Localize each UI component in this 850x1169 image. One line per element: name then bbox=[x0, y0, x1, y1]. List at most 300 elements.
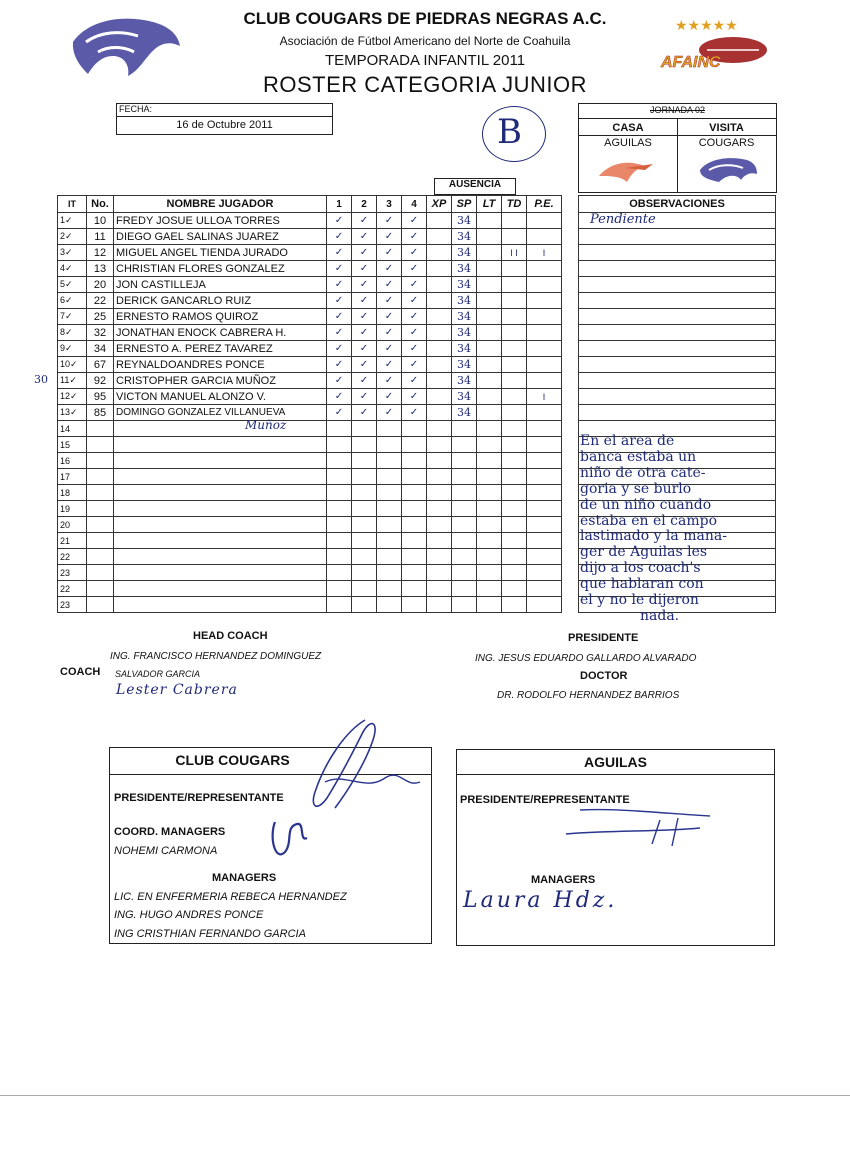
row-pe: I bbox=[527, 245, 562, 261]
obs-note-line: goria y se burlo bbox=[580, 480, 692, 497]
row-pe bbox=[527, 277, 562, 293]
row-td bbox=[502, 213, 527, 229]
row-quarter-4 bbox=[402, 565, 427, 581]
row-quarter-2 bbox=[352, 533, 377, 549]
obs-note-line: banca estaba un bbox=[580, 448, 697, 465]
row-sp: 34 bbox=[452, 213, 477, 229]
table-row bbox=[58, 517, 562, 533]
obs-note-line: que hablaran con bbox=[580, 576, 704, 593]
obs-row bbox=[579, 325, 776, 341]
row-pe bbox=[527, 261, 562, 277]
jornada-box bbox=[578, 103, 777, 193]
row-xp bbox=[427, 549, 452, 565]
row-td bbox=[502, 261, 527, 277]
row-quarter-3 bbox=[377, 469, 402, 485]
row-quarter-2 bbox=[352, 453, 377, 469]
aguilas-signature-icon bbox=[560, 800, 720, 850]
table-row bbox=[58, 213, 562, 229]
row-player-name: ERNESTO A. PEREZ TAVAREZ bbox=[114, 341, 327, 357]
row-quarter-1 bbox=[327, 549, 352, 565]
row-number: 95 bbox=[87, 389, 114, 405]
row-sp: 34 bbox=[452, 229, 477, 245]
obs-row bbox=[579, 277, 776, 293]
row-td bbox=[502, 517, 527, 533]
row-number: 11 bbox=[87, 229, 114, 245]
roster-header-row bbox=[58, 196, 562, 213]
row-sp: 34 bbox=[452, 245, 477, 261]
row-td bbox=[502, 501, 527, 517]
group-mark-circle bbox=[482, 106, 546, 162]
row-quarter-3 bbox=[377, 453, 402, 469]
aguilas-logo-icon bbox=[595, 154, 659, 186]
row-pe bbox=[527, 597, 562, 613]
obs-row bbox=[579, 245, 776, 261]
row-td bbox=[502, 229, 527, 245]
row-quarter-2 bbox=[352, 517, 377, 533]
row-xp bbox=[427, 357, 452, 373]
row-td bbox=[502, 293, 527, 309]
row-quarter-4 bbox=[402, 549, 427, 565]
row-quarter-3: ✓ bbox=[377, 277, 402, 293]
row-pe bbox=[527, 565, 562, 581]
col-nombre: NOMBRE JUGADOR bbox=[114, 196, 327, 213]
row-xp bbox=[427, 389, 452, 405]
row-xp bbox=[427, 309, 452, 325]
row-quarter-2 bbox=[352, 485, 377, 501]
row-quarter-4: ✓ bbox=[402, 261, 427, 277]
obs-note-line: de un niño cuando bbox=[580, 496, 712, 513]
row-quarter-2 bbox=[352, 421, 377, 437]
row-player-name: CRISTOPHER GARCIA MUÑOZ bbox=[114, 373, 327, 389]
afainc-logo-text: AFAINC bbox=[661, 54, 721, 71]
row-xp bbox=[427, 245, 452, 261]
table-row bbox=[58, 245, 562, 261]
row-player-name: FREDY JOSUE ULLOA TORRES bbox=[114, 213, 327, 229]
row-xp bbox=[427, 517, 452, 533]
visita-label: VISITA bbox=[709, 122, 744, 134]
row-quarter-1: ✓ bbox=[327, 405, 352, 421]
col-sp: SP bbox=[452, 196, 477, 213]
row-td bbox=[502, 485, 527, 501]
cougars-coord-label: COORD. MANAGERS bbox=[114, 826, 226, 838]
row-td bbox=[502, 437, 527, 453]
row-sp bbox=[452, 549, 477, 565]
row-sp: 34 bbox=[452, 309, 477, 325]
row-quarter-3: ✓ bbox=[377, 325, 402, 341]
row-td bbox=[502, 549, 527, 565]
row-quarter-2 bbox=[352, 549, 377, 565]
head-coach-name: ING. FRANCISCO HERNANDEZ DOMINGUEZ bbox=[110, 651, 322, 662]
col-q2: 2 bbox=[352, 196, 377, 213]
row-quarter-1 bbox=[327, 437, 352, 453]
row-number bbox=[87, 469, 114, 485]
row-player-name: ERNESTO RAMOS QUIROZ bbox=[114, 309, 327, 325]
row-lt bbox=[477, 261, 502, 277]
table-row bbox=[58, 437, 562, 453]
row-td bbox=[502, 533, 527, 549]
row-xp bbox=[427, 469, 452, 485]
row-sp bbox=[452, 469, 477, 485]
row-quarter-3: ✓ bbox=[377, 229, 402, 245]
row-quarter-2: ✓ bbox=[352, 357, 377, 373]
row-quarter-3 bbox=[377, 565, 402, 581]
association-subtitle: Asociación de Fútbol Americano del Norte de Coahuila bbox=[279, 34, 571, 48]
row-sp bbox=[452, 565, 477, 581]
aguilas-managers-handwritten: Laura Hdz. bbox=[463, 888, 618, 913]
cougars-manager-1: LIC. EN ENFERMERIA REBECA HERNANDEZ bbox=[114, 891, 347, 903]
obs-note-line: En el area de bbox=[580, 433, 675, 449]
row-it: 10✓ bbox=[58, 357, 87, 373]
obs-note-line: nada. bbox=[640, 607, 680, 624]
row-td bbox=[502, 389, 527, 405]
row-quarter-4 bbox=[402, 485, 427, 501]
col-q1: 1 bbox=[327, 196, 352, 213]
row-it: 16 bbox=[58, 453, 87, 469]
row-number bbox=[87, 565, 114, 581]
row-number bbox=[87, 517, 114, 533]
row-player-name: VICTON MANUEL ALONZO V. bbox=[114, 389, 327, 405]
row-quarter-1: ✓ bbox=[327, 389, 352, 405]
casa-label: CASA bbox=[612, 122, 644, 134]
row-lt bbox=[477, 453, 502, 469]
row-it: 22 bbox=[58, 581, 87, 597]
row-player-name bbox=[114, 501, 327, 517]
row-quarter-3: ✓ bbox=[377, 213, 402, 229]
row-xp bbox=[427, 437, 452, 453]
scan-bottom-line bbox=[0, 1095, 850, 1096]
row-lt bbox=[477, 517, 502, 533]
aguilas-box-title: AGUILAS bbox=[584, 754, 647, 770]
row-pe bbox=[527, 309, 562, 325]
row-quarter-3: ✓ bbox=[377, 245, 402, 261]
row-player-name: JONATHAN ENOCK CABRERA H. bbox=[114, 325, 327, 341]
row-lt bbox=[477, 309, 502, 325]
row-quarter-4: ✓ bbox=[402, 245, 427, 261]
row-sp bbox=[452, 581, 477, 597]
obs-row bbox=[579, 373, 776, 389]
row-lt bbox=[477, 469, 502, 485]
row-quarter-1 bbox=[327, 485, 352, 501]
table-row bbox=[58, 501, 562, 517]
row-quarter-4 bbox=[402, 421, 427, 437]
presidente-label: PRESIDENTE bbox=[568, 632, 639, 644]
row-it: 6✓ bbox=[58, 293, 87, 309]
cougars-signature-icon bbox=[255, 712, 435, 872]
row-quarter-4: ✓ bbox=[402, 293, 427, 309]
row-quarter-1 bbox=[327, 581, 352, 597]
table-row bbox=[58, 357, 562, 373]
aguilas-presidente-label: PRESIDENTE/REPRESENTANTE bbox=[460, 794, 630, 806]
row-pe bbox=[527, 485, 562, 501]
row-number bbox=[87, 597, 114, 613]
row-sp: 34 bbox=[452, 261, 477, 277]
row-quarter-2: ✓ bbox=[352, 373, 377, 389]
col-no: No. bbox=[87, 196, 114, 213]
row-quarter-2 bbox=[352, 469, 377, 485]
row-number bbox=[87, 533, 114, 549]
cougars-manager-2: ING. HUGO ANDRES PONCE bbox=[114, 909, 264, 921]
row-lt bbox=[477, 437, 502, 453]
row-sp: 34 bbox=[452, 277, 477, 293]
row-it: 4✓ bbox=[58, 261, 87, 277]
row-it: 15 bbox=[58, 437, 87, 453]
row-quarter-3: ✓ bbox=[377, 293, 402, 309]
row-quarter-1: ✓ bbox=[327, 309, 352, 325]
row-quarter-1 bbox=[327, 565, 352, 581]
row-quarter-3: ✓ bbox=[377, 341, 402, 357]
row-quarter-1 bbox=[327, 533, 352, 549]
obs-row bbox=[579, 261, 776, 277]
obs-note-line: ger de Aguilas les bbox=[580, 544, 708, 561]
row-td bbox=[502, 581, 527, 597]
row-number: 32 bbox=[87, 325, 114, 341]
row-number bbox=[87, 421, 114, 437]
col-pe: P.E. bbox=[527, 196, 562, 213]
row-td bbox=[502, 421, 527, 437]
row-quarter-4 bbox=[402, 581, 427, 597]
row-quarter-2: ✓ bbox=[352, 293, 377, 309]
coach-name: SALVADOR GARCIA bbox=[115, 669, 201, 679]
row-quarter-1: ✓ bbox=[327, 277, 352, 293]
row-quarter-2 bbox=[352, 597, 377, 613]
row-quarter-3: ✓ bbox=[377, 373, 402, 389]
row-it: 21 bbox=[58, 533, 87, 549]
row-lt bbox=[477, 277, 502, 293]
coach-handwritten: Lester Cabrera bbox=[116, 682, 238, 698]
row-xp bbox=[427, 581, 452, 597]
row-sp: 34 bbox=[452, 373, 477, 389]
name-note: Muñoz bbox=[245, 418, 287, 432]
row-lt bbox=[477, 485, 502, 501]
row-pe bbox=[527, 341, 562, 357]
row-sp bbox=[452, 501, 477, 517]
table-row bbox=[58, 341, 562, 357]
obs-pendiente: Pendiente bbox=[590, 212, 656, 227]
row-pe bbox=[527, 533, 562, 549]
row-lt bbox=[477, 389, 502, 405]
row-quarter-1: ✓ bbox=[327, 293, 352, 309]
row-xp bbox=[427, 421, 452, 437]
table-row bbox=[58, 277, 562, 293]
col-q4: 4 bbox=[402, 196, 427, 213]
row-quarter-4: ✓ bbox=[402, 389, 427, 405]
row-quarter-1: ✓ bbox=[327, 229, 352, 245]
row-it: 14 bbox=[58, 421, 87, 437]
row-it: 22 bbox=[58, 549, 87, 565]
row-sp bbox=[452, 533, 477, 549]
row-number: 25 bbox=[87, 309, 114, 325]
row-quarter-1: ✓ bbox=[327, 357, 352, 373]
doctor-name: DR. RODOLFO HERNANDEZ BARRIOS bbox=[497, 690, 680, 701]
row-it: 19 bbox=[58, 501, 87, 517]
row-xp bbox=[427, 229, 452, 245]
row-player-name bbox=[114, 453, 327, 469]
row-quarter-3: ✓ bbox=[377, 261, 402, 277]
club-title: CLUB COUGARS DE PIEDRAS NEGRAS A.C. bbox=[243, 9, 607, 28]
table-row bbox=[58, 389, 562, 405]
group-mark: B bbox=[497, 112, 522, 152]
row-quarter-4: ✓ bbox=[402, 341, 427, 357]
visita-team: COUGARS bbox=[698, 137, 755, 149]
row-quarter-3 bbox=[377, 581, 402, 597]
table-row bbox=[58, 565, 562, 581]
row-lt bbox=[477, 213, 502, 229]
row-quarter-4: ✓ bbox=[402, 325, 427, 341]
row-number: 20 bbox=[87, 277, 114, 293]
table-row bbox=[58, 373, 562, 389]
row-quarter-2 bbox=[352, 565, 377, 581]
row-number bbox=[87, 453, 114, 469]
cougars-box-title: CLUB COUGARS bbox=[175, 752, 290, 768]
obs-note-line: niño de otra cate- bbox=[580, 464, 706, 481]
row-number: 22 bbox=[87, 293, 114, 309]
row-xp bbox=[427, 533, 452, 549]
row-quarter-3 bbox=[377, 533, 402, 549]
row-number: 92 bbox=[87, 373, 114, 389]
row-player-name bbox=[114, 533, 327, 549]
row-it: 5✓ bbox=[58, 277, 87, 293]
fecha-value: 16 de Octubre 2011 bbox=[176, 119, 273, 131]
row-quarter-4 bbox=[402, 469, 427, 485]
row-xp bbox=[427, 341, 452, 357]
row-sp: 34 bbox=[452, 341, 477, 357]
jornada-label: JORNADA 02 bbox=[649, 105, 706, 115]
row-xp bbox=[427, 293, 452, 309]
row-td bbox=[502, 405, 527, 421]
row-sp bbox=[452, 421, 477, 437]
row-pe bbox=[527, 405, 562, 421]
row-quarter-3: ✓ bbox=[377, 357, 402, 373]
row-pe bbox=[527, 469, 562, 485]
row-td bbox=[502, 373, 527, 389]
row-lt bbox=[477, 501, 502, 517]
table-row bbox=[58, 469, 562, 485]
row-td bbox=[502, 325, 527, 341]
col-q3: 3 bbox=[377, 196, 402, 213]
row-sp bbox=[452, 597, 477, 613]
row-quarter-2: ✓ bbox=[352, 405, 377, 421]
row-quarter-3 bbox=[377, 549, 402, 565]
row-number bbox=[87, 437, 114, 453]
row-number: 34 bbox=[87, 341, 114, 357]
row-number: 85 bbox=[87, 405, 114, 421]
row-it: 20 bbox=[58, 517, 87, 533]
row-quarter-4 bbox=[402, 501, 427, 517]
row-quarter-4: ✓ bbox=[402, 309, 427, 325]
col-xp: XP bbox=[427, 196, 452, 213]
row-lt bbox=[477, 533, 502, 549]
row-sp: 34 bbox=[452, 325, 477, 341]
row-quarter-3 bbox=[377, 517, 402, 533]
row-it: 17 bbox=[58, 469, 87, 485]
row-number bbox=[87, 549, 114, 565]
row-xp bbox=[427, 501, 452, 517]
row-xp bbox=[427, 261, 452, 277]
row-pe bbox=[527, 293, 562, 309]
row-lt bbox=[477, 421, 502, 437]
row-player-name bbox=[114, 581, 327, 597]
row-lt bbox=[477, 373, 502, 389]
aguilas-managers-label: MANAGERS bbox=[531, 874, 596, 886]
row-player-name bbox=[114, 597, 327, 613]
row-quarter-1 bbox=[327, 453, 352, 469]
cougars-presidente-label: PRESIDENTE/REPRESENTANTE bbox=[114, 792, 284, 804]
row-quarter-3 bbox=[377, 437, 402, 453]
table-row bbox=[58, 309, 562, 325]
row-xp bbox=[427, 405, 452, 421]
row-quarter-1: ✓ bbox=[327, 325, 352, 341]
row-quarter-1: ✓ bbox=[327, 261, 352, 277]
row-xp bbox=[427, 597, 452, 613]
row-xp bbox=[427, 373, 452, 389]
obs-row bbox=[579, 309, 776, 325]
row-quarter-4 bbox=[402, 453, 427, 469]
row-sp bbox=[452, 453, 477, 469]
table-row bbox=[58, 453, 562, 469]
col-it: IT bbox=[58, 196, 87, 213]
row-quarter-4: ✓ bbox=[402, 213, 427, 229]
col-lt: LT bbox=[477, 196, 502, 213]
row-number: 67 bbox=[87, 357, 114, 373]
row-quarter-3: ✓ bbox=[377, 405, 402, 421]
obs-row bbox=[579, 357, 776, 373]
row-player-name: MIGUEL ANGEL TIENDA JURADO bbox=[114, 245, 327, 261]
row-td bbox=[502, 341, 527, 357]
cougar-mini-icon bbox=[697, 154, 759, 186]
row-quarter-1 bbox=[327, 597, 352, 613]
row-quarter-1 bbox=[327, 517, 352, 533]
row-quarter-2 bbox=[352, 581, 377, 597]
row-sp bbox=[452, 437, 477, 453]
row-player-name: REYNALDOANDRES PONCE bbox=[114, 357, 327, 373]
row-xp bbox=[427, 453, 452, 469]
row-pe bbox=[527, 357, 562, 373]
row-number: 10 bbox=[87, 213, 114, 229]
obs-row bbox=[579, 389, 776, 405]
row-player-name: DERICK GANCARLO RUIZ bbox=[114, 293, 327, 309]
row-td bbox=[502, 469, 527, 485]
row-td: I I bbox=[502, 245, 527, 261]
doctor-label: DOCTOR bbox=[580, 670, 628, 682]
table-row bbox=[58, 485, 562, 501]
fecha-label: FECHA: bbox=[119, 104, 153, 114]
row-quarter-2: ✓ bbox=[352, 245, 377, 261]
row-player-name bbox=[114, 549, 327, 565]
row-player-name: CHRISTIAN FLORES GONZALEZ bbox=[114, 261, 327, 277]
row-td bbox=[502, 565, 527, 581]
row-it: 18 bbox=[58, 485, 87, 501]
row-quarter-1: ✓ bbox=[327, 213, 352, 229]
obs-row bbox=[579, 341, 776, 357]
row-lt bbox=[477, 341, 502, 357]
table-row bbox=[58, 325, 562, 341]
row-quarter-2 bbox=[352, 501, 377, 517]
row-quarter-2: ✓ bbox=[352, 341, 377, 357]
head-coach-label: HEAD COACH bbox=[193, 630, 268, 642]
row-quarter-3 bbox=[377, 501, 402, 517]
row-lt bbox=[477, 293, 502, 309]
row-player-name bbox=[114, 517, 327, 533]
table-row bbox=[58, 261, 562, 277]
row-pe bbox=[527, 421, 562, 437]
row-it: 2✓ bbox=[58, 229, 87, 245]
row-number bbox=[87, 485, 114, 501]
row-lt bbox=[477, 565, 502, 581]
col-observaciones: OBSERVACIONES bbox=[579, 196, 776, 213]
row-player-name bbox=[114, 437, 327, 453]
row-it: 8✓ bbox=[58, 325, 87, 341]
row-quarter-4 bbox=[402, 533, 427, 549]
